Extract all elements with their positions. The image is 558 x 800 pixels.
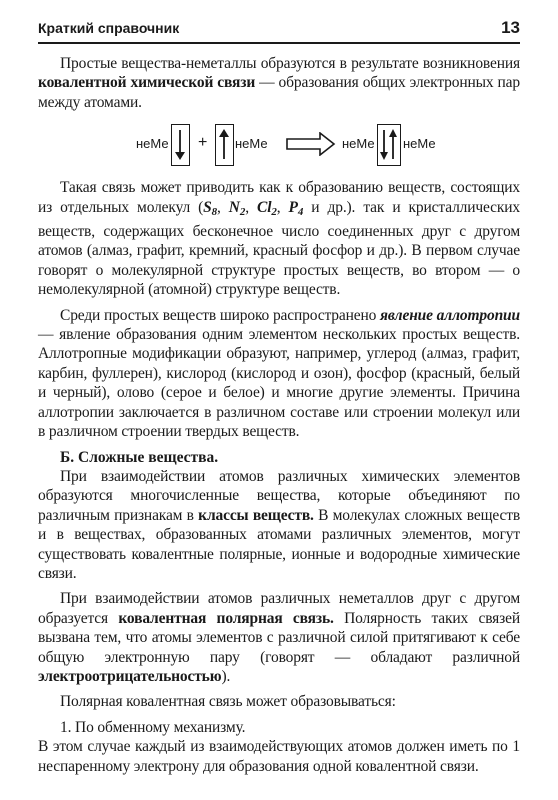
orbital-box-down (171, 124, 190, 166)
formula-symbol: N (228, 198, 240, 216)
separator: , (245, 198, 257, 216)
formula-s8 (203, 199, 217, 216)
result-right-label: неМе (403, 136, 436, 152)
text-run: — явление образования одним элементом нескольких простых веществ. Аллотропные модификации образуют, например, углерод (алмаз, графит, карбин, фуллерен), кислород (кислород и озон), фосфор (красный, белый и черный), олово (серое и белое) и многие другие элементы. Причина аллотропии заключается в различном составе или строении молекул или в различном строении твердых веществ. (38, 326, 520, 441)
running-header (38, 18, 520, 44)
term-covalent-bond: ковалентной химической связи (38, 74, 256, 92)
scheme-left-label: неМе (136, 136, 169, 152)
text-run: и др.). так и кристаллических веществ, содержащих бесконечное число соединенных друг с другом атомов (алмаз, графит, кремний, красный фосфор и др.). В первом случае говорят о молекулярной структуре простых веществ, во втором — о немолекулярной (атомной) структуре веществ. (38, 198, 521, 299)
term-electronegativity: электроотрицательностью (38, 667, 222, 685)
formula-symbol: P (288, 198, 298, 216)
plus-sign: + (198, 134, 208, 152)
formula-subscript: 2 (271, 205, 277, 218)
text-run: Полярность таких связей вызвана тем, что атомы элементов с различной силой притягивают к себе общую электронную пару (говорят — обладают различной (38, 609, 520, 666)
paragraph-allotropy (38, 306, 520, 442)
orbital-box-pair (377, 124, 401, 166)
formula-p4 (289, 199, 304, 216)
paragraph-covalent-bond (38, 54, 520, 112)
section-heading-complex-substances: Б. Сложные вещества. (60, 448, 219, 466)
text-run: В молекулах сложных веществ и в веществах, образованных атомами различных элементов, могут существовать ковалентные полярные, ионные и водородные химические связи. (38, 506, 520, 582)
page-body (38, 54, 520, 776)
text-run: ). (221, 667, 231, 685)
term-allotropy: явление аллотропии (380, 306, 520, 324)
down-arrow-icon (172, 125, 188, 164)
text-run: Такая связь может приводить как к образованию веществ, состоящих из отдельных молекул ( (38, 179, 520, 216)
separator: , (217, 198, 229, 216)
term-polar-covalent-bond: ковалентная полярная связь. (118, 609, 334, 627)
paragraph-molecular-structure (38, 178, 520, 299)
paragraph-substance-classes (38, 467, 520, 583)
formula-subscript: 4 (297, 205, 304, 218)
paragraph-unpaired-electron: В этом случае каждый из взаимодействующих атомов должен иметь по 1 неспаренному электрону для образования одной ковалентной связи. (38, 738, 520, 775)
text-run: Простые вещества-неметаллы образуются в результате возникновения (60, 55, 520, 72)
formula-symbol: S (203, 198, 212, 216)
formula-subscript: 8 (211, 205, 217, 218)
formula-n2 (229, 199, 245, 216)
double-outline-right-arrow-icon (286, 132, 336, 156)
list-item-exchange-mechanism: 1. По обменному механизму. (60, 718, 246, 736)
formula-subscript: 2 (239, 205, 246, 218)
paragraph-polar-bond (38, 589, 520, 686)
paragraph-polar-bond-formation: Полярная ковалентная связь может образовываться: (60, 693, 396, 711)
up-arrow-icon (216, 125, 232, 164)
bond-formation-scheme (38, 118, 520, 174)
header-title: Краткий справочник (38, 20, 180, 36)
text-run: — образования общих электронных пар между атомами. (38, 74, 520, 111)
formula-cl2 (257, 199, 277, 216)
page-number: 13 (501, 18, 520, 37)
separator: , (276, 198, 289, 216)
scheme-right-label: неМе (235, 136, 268, 152)
text-run: При взаимодействии атомов различных химических элементов образуются многочисленные вещества, которые объединяют по различным признакам в (38, 467, 520, 524)
text-run: При взаимодействии атомов различных неметаллов друг с другом образуется (38, 590, 520, 627)
term-substance-classes: классы веществ. (198, 506, 314, 524)
formula-symbol: Cl (257, 198, 272, 216)
orbital-box-up (215, 124, 234, 166)
text-run: Среди простых веществ широко распространено (60, 306, 381, 324)
paired-arrows-icon (378, 125, 399, 164)
result-left-label: неМе (342, 136, 375, 152)
